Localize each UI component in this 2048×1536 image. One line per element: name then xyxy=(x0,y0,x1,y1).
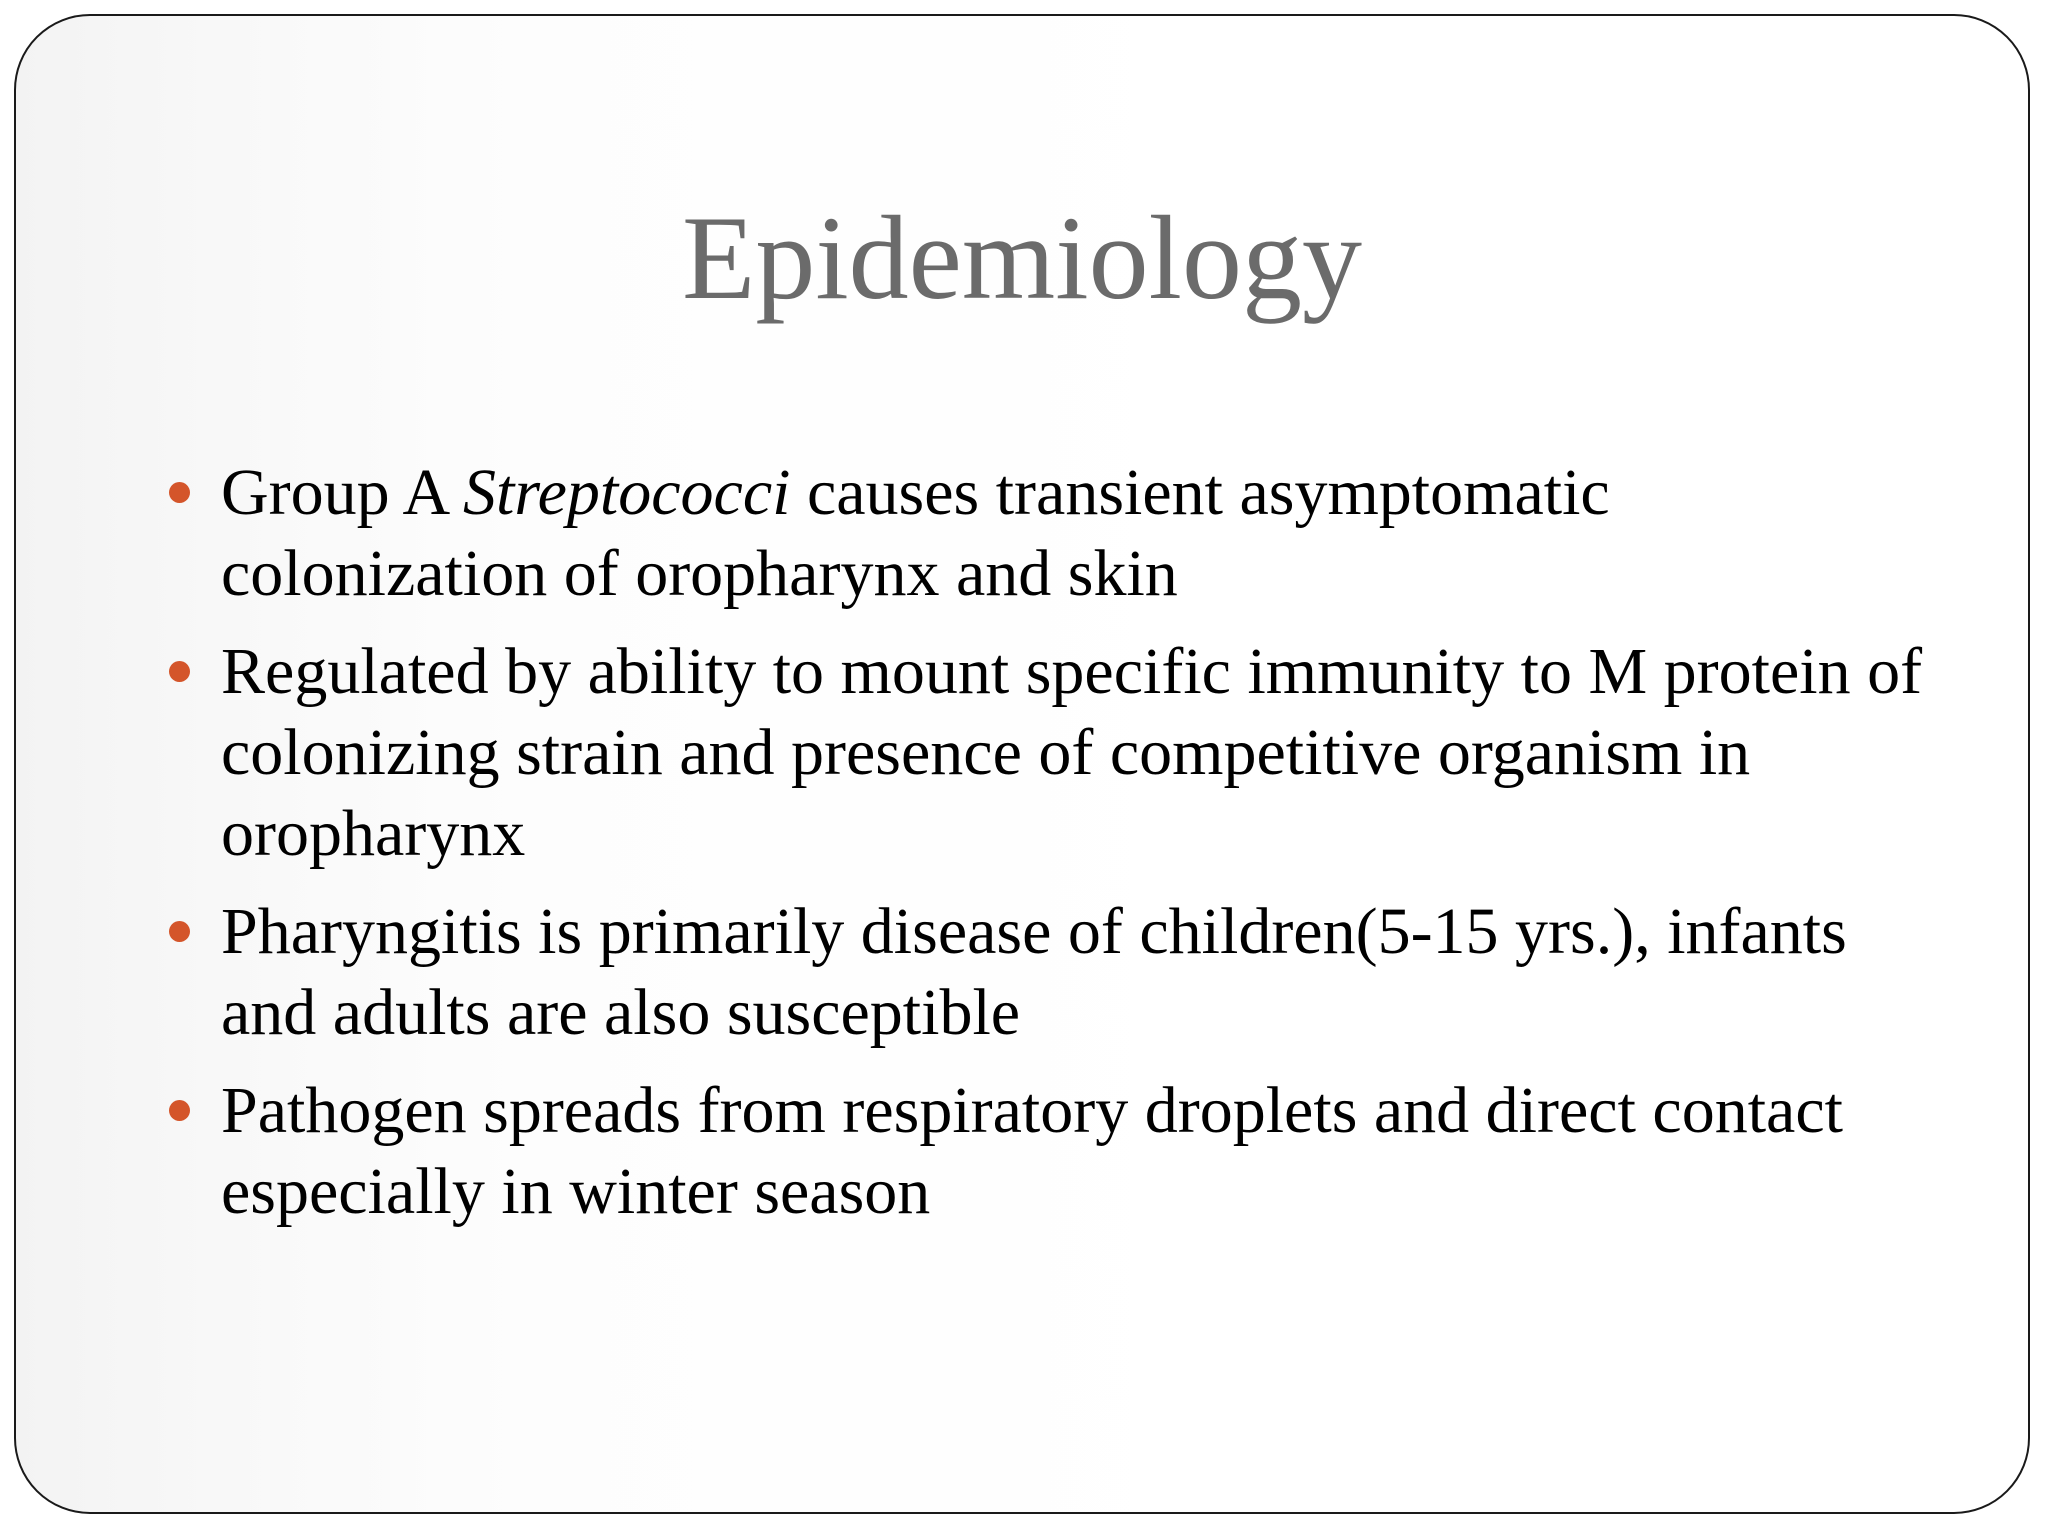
bullet-dot-icon xyxy=(169,661,190,682)
bullet-italic-term: Streptococci xyxy=(463,456,791,529)
bullet-dot-icon xyxy=(169,1100,190,1121)
slide-title: Epidemiology xyxy=(682,191,1362,324)
bullet-text: Pharyngitis is primarily disease of children(5-15 yrs.), infants and adults are also susceptible xyxy=(221,895,1847,1049)
bullet-text: Pathogen spreads from respiratory droplets and direct contact especially in winter season xyxy=(221,1074,1843,1228)
bullet-text: Regulated by ability to mount specific immunity to M protein of colonizing strain and presence of competitive organism in oropharynx xyxy=(221,635,1923,870)
slide-frame xyxy=(14,14,2030,1514)
bullet-item xyxy=(221,631,1941,874)
bullet-item xyxy=(221,452,1941,614)
bullet-dot-icon xyxy=(169,482,190,503)
bullet-list xyxy=(221,452,1941,1249)
bullet-item xyxy=(221,1070,1941,1232)
bullet-text: Group A Streptococci causes transient asymptomatic colonization of oropharynx and skin xyxy=(221,456,1610,610)
bullet-item xyxy=(221,891,1941,1053)
bullet-dot-icon xyxy=(169,921,190,942)
